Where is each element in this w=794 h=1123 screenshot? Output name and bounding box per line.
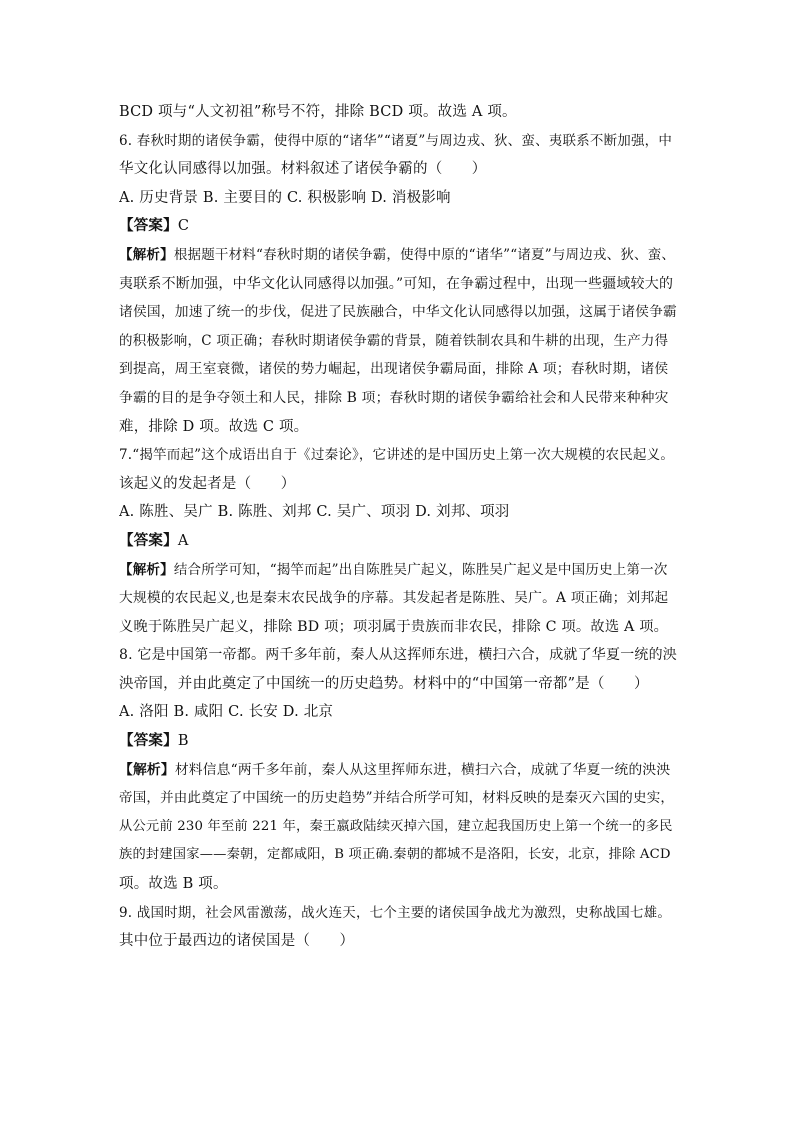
text-line: 泱帝国，并由此奠定了中国统一的历史趋势。材料中的“中国第一帝都”是（ ） — [119, 675, 649, 692]
question-8-stem: 8. 它是中国第一帝都。两千多年前，秦人从这挥师东进，横扫六合，成就了华夏一统的泱 — [119, 647, 677, 664]
analysis-text: 结合所学可知，“揭竿而起”出自陈胜吴广起义，陈胜吴广起义是中国历史上第一次 — [173, 561, 668, 578]
analysis-line — [119, 241, 677, 270]
text-line: 大规模的农民起义,也是秦末农民战争的序幕。其发起者是陈胜、吴广。A 项正确；刘邦起 — [119, 590, 669, 607]
text-line: 族的封建国家——秦朝，定都咸阳，B 项正确.秦朝的都城不是洛阳，长安，北京，排除 ACD — [119, 847, 671, 863]
text-line: 义晚于陈胜吴广起义，排除 BD 项；项羽属于贵族而非农民，排除 C 项。故选 A 项。 — [119, 618, 669, 635]
question-6-options: A. 历史背景 B. 主要目的 C. 积极影响 D. 消极影响 — [119, 189, 451, 206]
analysis-tag: 【解析】 — [119, 561, 174, 578]
analysis-line — [119, 556, 677, 585]
text-line: 夷联系不断加强，中华文化认同感得以加强。”可知，在争霸过程中，出现一些疆域较大的 — [119, 275, 674, 292]
document-page — [119, 98, 677, 956]
text-line: 的积极影响，C 项正确；春秋时期诸侯争霸的背景，随着铁制农具和牛耕的出现，生产力得 — [119, 332, 669, 349]
text-line: 该起义的发起者是（ ） — [119, 475, 296, 492]
question-7-stem: 7.“揭竿而起”这个成语出自于《过秦论》，它讲述的是中国历史上第一次大规模的农民起义。 — [119, 447, 675, 464]
question-9-stem: 9. 战国时期，社会风雷激荡，战火连天，七个主要的诸侯国争战尤为激烈，史称战国七雄。 — [119, 904, 672, 921]
answer-value: A — [177, 532, 189, 549]
question-7-options: A. 陈胜、吴广 B. 陈胜、刘邦 C. 吴广、项羽 D. 刘邦、项羽 — [119, 504, 510, 521]
answer-value: B — [177, 733, 189, 750]
question-8-options: A. 洛阳 B. 咸阳 C. 长安 D. 北京 — [119, 704, 334, 721]
answer-line — [119, 727, 677, 756]
text-line: 到提高，周王室衰微，诸侯的势力崛起，出现诸侯争霸局面，排除 A 项；春秋时期，诸侯 — [119, 361, 669, 378]
text-line: 其中位于最西边的诸侯国是（ ） — [119, 933, 355, 950]
text-line: 从公元前 230 年至前 221 年，秦王嬴政陆续灭掉六国，建立起我国历史上第一个统一的多民 — [119, 818, 673, 834]
question-6-stem: 6. 春秋时期的诸侯争霸，使得中原的“诸华”“诸夏”与周边戎、狄、蛮、夷联系不断加强，中 — [119, 132, 673, 149]
answer-tag: 【答案】 — [119, 531, 178, 549]
text-line: 争霸的目的是争夺领土和人民，排除 B 项；春秋时期的诸侯争霸给社会和人民带来种种灾 — [119, 389, 669, 406]
answer-tag: 【答案】 — [119, 732, 178, 750]
analysis-tag: 【解析】 — [119, 761, 175, 778]
answer-line — [119, 212, 677, 241]
analysis-text: 根据题干材料“春秋时期的诸侯争霸，使得中原的“诸华”“诸夏”与周边戎、狄、蛮、 — [173, 246, 676, 263]
analysis-tag: 【解析】 — [119, 246, 174, 263]
analysis-text: 材料信息“两千多年前，秦人从这里挥师东进，横扫六合，成就了华夏一统的泱泱 — [174, 761, 671, 778]
text-line: BCD 项与“人文初祖”称号不符，排除 BCD 项。故选 A 项。 — [119, 104, 517, 120]
answer-tag: 【答案】 — [119, 217, 178, 235]
text-line: 诸侯国，加速了统一的步伐，促进了民族融合，中华文化认同感得以加强，这属于诸侯争霸 — [119, 304, 677, 321]
answer-value: C — [177, 218, 190, 235]
text-line: 帝国，并由此奠定了中国统一的历史趋势”并结合所学可知，材料反映的是秦灭六国的史实， — [119, 790, 675, 807]
text-line: 华文化认同感得以加强。材料叙述了诸侯争霸的（ ） — [119, 161, 487, 178]
text-line: 项。故选 B 项。 — [119, 876, 228, 893]
analysis-line — [119, 756, 677, 785]
answer-line — [119, 527, 677, 556]
text-line: 难，排除 D 项。故选 C 项。 — [119, 418, 309, 435]
